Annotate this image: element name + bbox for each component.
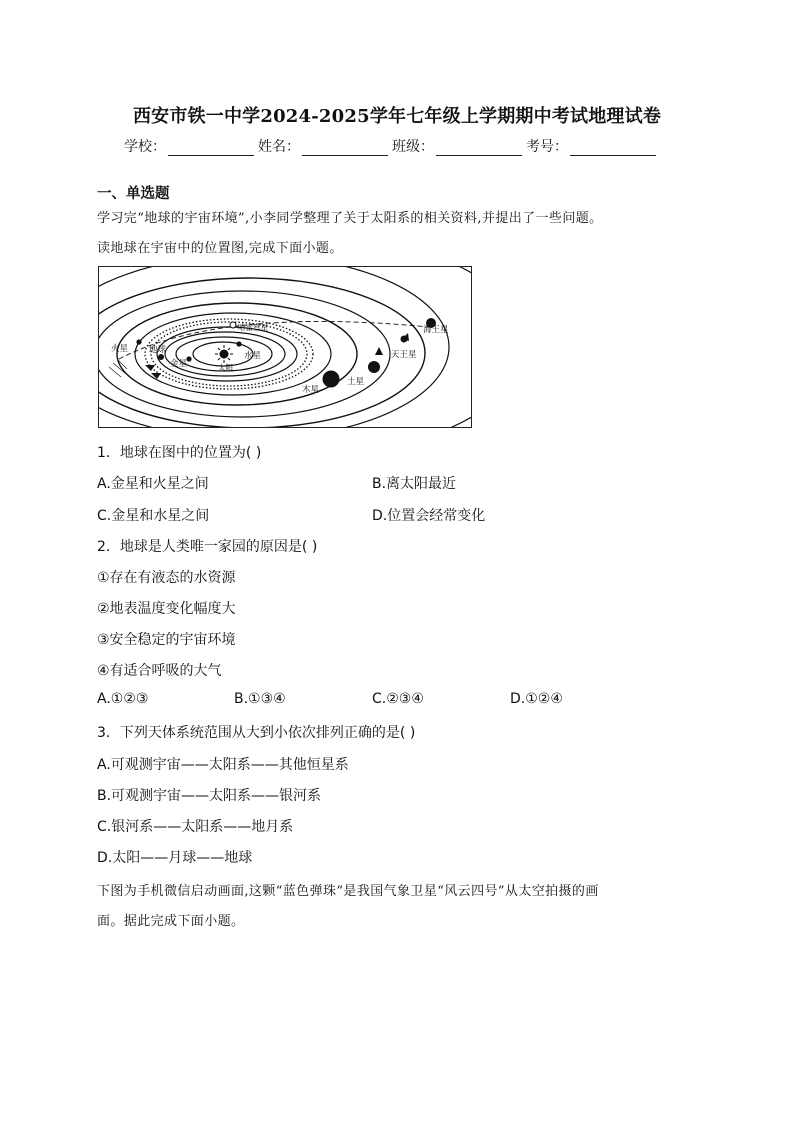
- q2-statement-3: ③安全稳定的宇宙环境: [97, 632, 236, 648]
- intro1-line1: 学习完“地球的宇宙环境”,小李同学整理了关于太阳系的相关资料,并提出了一些问题。: [97, 211, 603, 226]
- saturn-label: 土星: [347, 377, 365, 387]
- comet-label: 哈雷彗星: [238, 323, 268, 332]
- q1-option-c[interactable]: C.金星和水星之间: [97, 508, 210, 524]
- jupiter-marker: [323, 371, 340, 388]
- sun-marker: [220, 350, 229, 359]
- q1-option-b[interactable]: B.离太阳最近: [372, 476, 457, 492]
- mars-label: 火星: [111, 344, 129, 354]
- q3-option-a[interactable]: A.可观测宇宙——太阳系——其他恒星系: [97, 757, 349, 773]
- name-field[interactable]: [302, 141, 388, 156]
- q2-option-c[interactable]: C.②③④: [372, 691, 424, 707]
- q2-stem: 2．地球是人类唯一家园的原因是( ): [97, 539, 318, 555]
- class-label: 班级：: [392, 139, 434, 155]
- number-label: 考号：: [526, 139, 568, 155]
- intro2-line2: 面。据此完成下面小题。: [97, 914, 245, 929]
- name-label: 姓名：: [258, 139, 300, 155]
- neptune-label: 海王星: [423, 325, 449, 335]
- q3-option-c[interactable]: C.银河系——太阳系——地月系: [97, 819, 294, 835]
- q3-option-b[interactable]: B.可观测宇宙——太阳系——银河系: [97, 788, 322, 804]
- venus-label: 金星: [170, 359, 188, 369]
- mercury-marker: [236, 341, 241, 346]
- uranus-marker: [401, 336, 408, 343]
- student-info-row: [124, 136, 660, 156]
- number-field[interactable]: [570, 141, 656, 156]
- q1-option-d[interactable]: D.位置会经常变化: [372, 508, 486, 524]
- jupiter-label: 木星: [302, 385, 320, 395]
- q2-statement-4: ④有适合呼吸的大气: [97, 663, 222, 679]
- earth-label: 地球: [149, 345, 167, 355]
- q2-option-d[interactable]: D.①②④: [510, 691, 563, 707]
- solar-system-figure: [98, 266, 472, 428]
- sun-label: 太阳: [218, 363, 233, 372]
- school-field[interactable]: [168, 141, 254, 156]
- class-field[interactable]: [436, 141, 522, 156]
- asteroid-belt-outer: [145, 319, 313, 389]
- solar-system-diagram: [99, 267, 472, 428]
- q2-statement-2: ②地表温度变化幅度大: [97, 601, 236, 617]
- q3-stem: 3．下列天体系统范围从大到小依次排列正确的是( ): [97, 725, 416, 741]
- comet-marker: [230, 322, 236, 328]
- mercury-label: 水星: [244, 351, 262, 361]
- intro1-line2: 读地球在宇宙中的位置图,完成下面小题。: [97, 241, 343, 256]
- page-title: 西安市铁一中学2024-2025学年七年级上学期期中考试地理试卷: [132, 106, 662, 127]
- uranus-label: 天王星: [391, 350, 417, 360]
- section-heading: 一、单选题: [97, 186, 170, 202]
- q3-option-d[interactable]: D.太阳——月球——地球: [97, 850, 253, 866]
- mars-marker: [136, 339, 141, 344]
- school-label: 学校：: [124, 139, 166, 155]
- saturn-marker: [368, 361, 380, 373]
- venus-marker: [186, 356, 191, 361]
- intro2-line1: 下图为手机微信启动画面,这颗“蓝色弹珠”是我国气象卫星“风云四号”从太空拍摄的画: [97, 884, 599, 899]
- q2-option-a[interactable]: A.①②③: [97, 691, 149, 707]
- q2-option-b[interactable]: B.①③④: [234, 691, 286, 707]
- q1-stem: 1．地球在图中的位置为( ): [97, 445, 262, 461]
- q1-option-a[interactable]: A.金星和火星之间: [97, 476, 209, 492]
- orbit-arrows: [145, 333, 409, 379]
- q2-statement-1: ①存在有液态的水资源: [97, 570, 236, 586]
